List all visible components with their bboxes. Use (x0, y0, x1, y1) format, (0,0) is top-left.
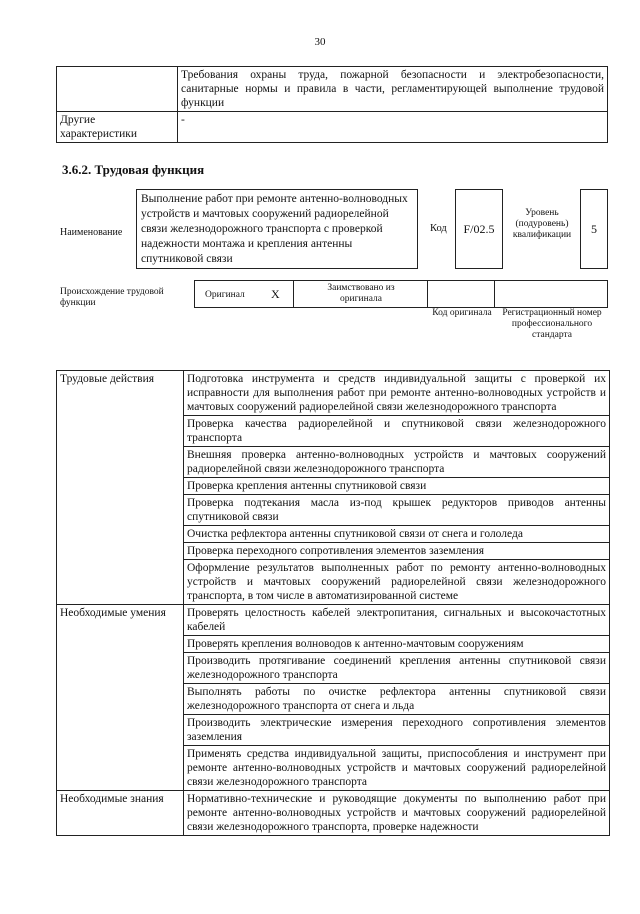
list-item: Проверка крепления антенны спутниковой связи (184, 478, 610, 495)
list-item: Производить протягивание соединений крепления антенны спутниковой связи железнодорожного транспорта (184, 653, 610, 684)
list-item: Оформление результатов выполненных работ по ремонту антенно-волноводных устройств и мачтовых сооружений радиорелейной связи железнодорожного транспорта, в том числе в автоматизированной системе (184, 560, 610, 605)
table-row (57, 605, 610, 636)
row-label: Другие характеристики (57, 112, 178, 143)
level-value: 5 (591, 222, 597, 236)
table-row (57, 791, 610, 836)
function-name-box (136, 189, 418, 269)
row-label: Трудовые действия (57, 371, 184, 605)
list-item: Нормативно-технические и руководящие документы по выполнению работ при ремонте антенно-волноводных устройств и мачтовых сооружений радиорелейной связи железнодорожного транспорта, проверке надежности (184, 791, 610, 836)
origin-label: Происхождение трудовой функции (60, 287, 164, 308)
section-title: 3.6.2. Трудовая функция (62, 162, 205, 177)
table-row (57, 67, 608, 112)
row-label: Необходимые умения (57, 605, 184, 791)
list-item: Подготовка инструмента и средств индивидуальной защиты с проверкой их исправности для выполнения работ при ремонте антенно-волноводных устройств и мачтовых сооружений радиорелейной связи железнодорожного транспорта (184, 371, 610, 416)
list-item: Проверка переходного сопротивления элементов заземления (184, 543, 610, 560)
list-item: Внешняя проверка антенно-волноводных устройств и мачтовых сооружений радиорелейной связи железнодорожного транспорта (184, 447, 610, 478)
list-item: Выполнять работы по очистке рефлектора антенны спутниковой связи железнодорожного транспорта от снега и льда (184, 684, 610, 715)
level-label: Уровень (подуровень) квалификации (512, 208, 572, 240)
row-label (57, 67, 178, 112)
list-item: Проверка подтекания масла из-под крышек редукторов приводов антенны спутниковой связи (184, 495, 610, 526)
table-row (57, 371, 610, 416)
list-item: Производить электрические измерения переходного сопротивления элементов заземления (184, 715, 610, 746)
main-table (56, 370, 610, 836)
divider (427, 281, 428, 307)
origin-row (194, 280, 608, 308)
row-value: Требования охраны труда, пожарной безопасности и электробезопасности, санитарные нормы и правила в части, регламентирующей выполнение трудовой функции (178, 67, 608, 112)
list-item: Применять средства индивидуальной защиты, приспособления и инструмент при ремонте антенно-волноводных устройств и мачтовых сооружений радиорелейной связи железнодорожного транспорта (184, 746, 610, 791)
original-mark: X (271, 287, 280, 301)
divider (494, 281, 495, 307)
level-box (580, 189, 608, 269)
list-item: Проверять целостность кабелей электропитания, сигнальных и высокочастотных кабелей (184, 605, 610, 636)
code-original-label: Код оригинала (432, 308, 492, 318)
list-item: Очистка рефлектора антенны спутниковой связи от снега и гололеда (184, 526, 610, 543)
row-value: - (178, 112, 608, 143)
code-value: F/02.5 (463, 222, 495, 236)
code-label: Код (430, 223, 447, 234)
list-item: Проверять крепления волноводов к антенно-мачтовым сооружениям (184, 636, 610, 653)
original-label: Оригинал (205, 290, 245, 300)
row-label: Необходимые знания (57, 791, 184, 836)
divider (293, 281, 294, 307)
page-number: 30 (314, 36, 326, 48)
name-label: Наименование (60, 227, 123, 238)
list-item: Проверка качества радиорелейной и спутниковой связи железнодорожного транспорта (184, 416, 610, 447)
code-box (455, 189, 503, 269)
top-table (56, 66, 608, 143)
reg-number-label: Регистрационный номер профессионального стандарта (502, 308, 602, 340)
function-name: Выполнение работ при ремонте антенно-волноводных устройств и мачтовых сооружений радиорелейной связи железнодорожного транспорта с проверкой надежности монтажа и крепления антенны спутниковой связи (141, 193, 408, 265)
table-row (57, 112, 608, 143)
borrowed-label: Заимствовано из оригинала (327, 283, 395, 304)
